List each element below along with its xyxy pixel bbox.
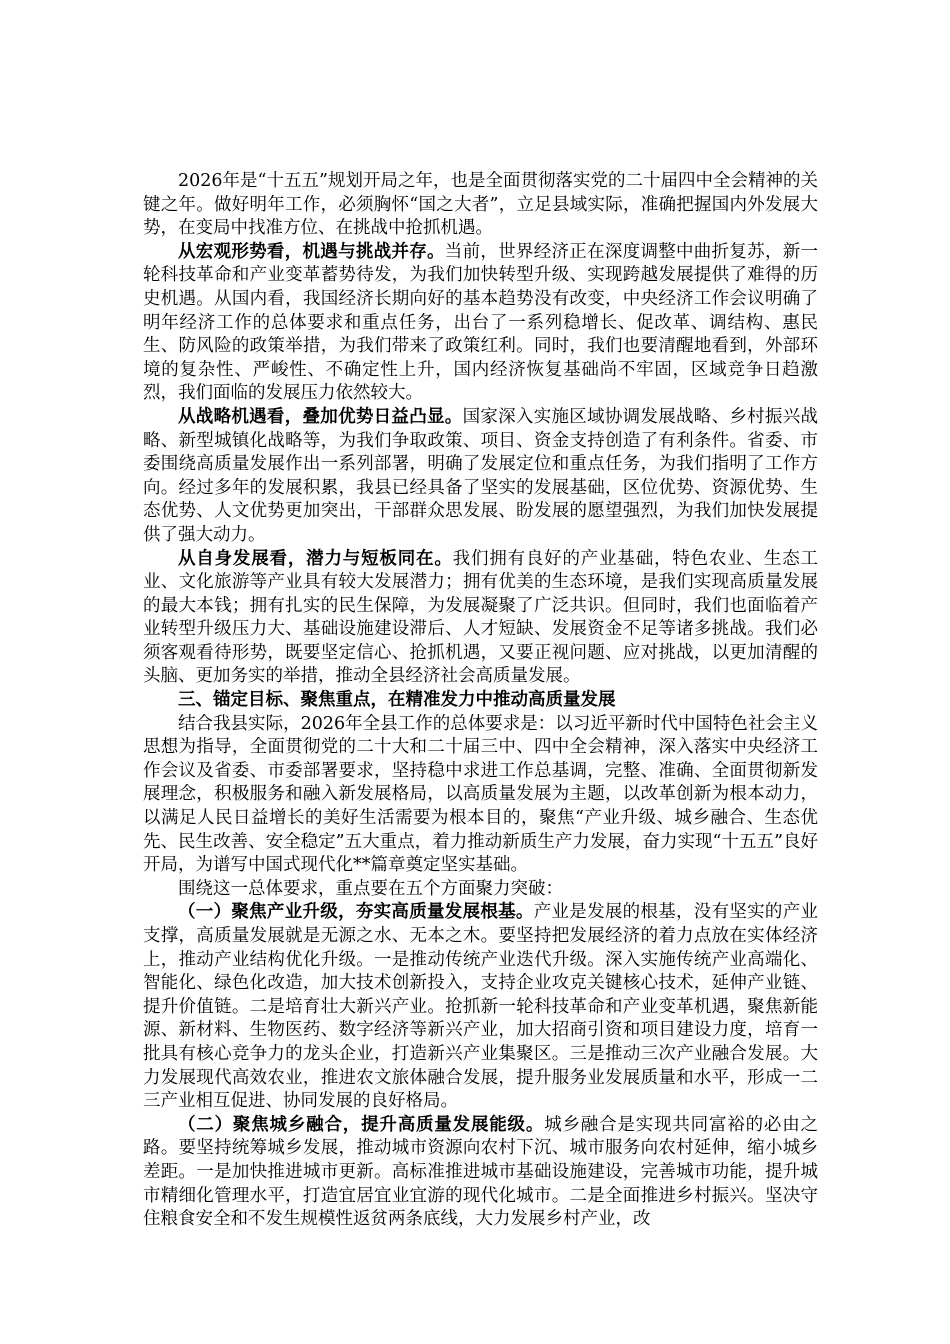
section-heading-text: 三、锚定目标、聚焦重点，在精准发力中推动高质量发展	[178, 690, 616, 711]
industry-upgrade-paragraph	[143, 901, 818, 1113]
intro-paragraph	[143, 170, 818, 241]
paragraph-text: 结合我县实际，2026年全县工作的总体要求是：以习近平新时代中国特色社会主义思想为指导，全面贯彻党的二十大和二十届三中、四中全会精神，深入落实中央经济工作会议及省委、市委部署要求，坚持稳中求进工作总基调，完整、准确、全面贯彻新发展理念，积极服务和融入新发展格局，以高质量发展为主题，以改革创新为根本动力，以满足人民日益增长的美好生活需要为根本目的，聚焦“产业升级、城乡融合、生态优先、民生改善、安全稳定”五大重点，着力推动新质生产力发展，奋力实现“十五五”良好开局，为谱写中国式现代化**篇章奠定坚实基础。	[143, 713, 818, 876]
paragraph-lead: （一）聚焦产业升级，夯实高质量发展根基。	[178, 902, 534, 923]
paragraph-text: 当前，世界经济正在深度调整中曲折复苏，新一轮科技革命和产业变革蓄势待发，为我们加快转型升级、实现跨越发展提供了难得的历史机遇。从国内看，我国经济长期向好的基本趋势没有改变，中央经济工作会议明确了明年经济工作的总体要求和重点任务，出台了一系列稳增长、促改革、调结构、惠民生、防风险的政策举措，为我们带来了政策红利。同时，我们也要清醒地看到，外部环境的复杂性、严峻性、不确定性上升，国内经济恢复基础尚不牢固，区域竞争日趋激烈，我们面临的发展压力依然较大。	[143, 241, 819, 404]
self-development-paragraph	[143, 548, 818, 690]
document-page	[143, 170, 818, 1232]
paragraph-lead: （二）聚焦城乡融合，提升高质量发展能级。	[178, 1114, 545, 1135]
overall-requirement-paragraph	[143, 713, 818, 878]
paragraph-text: 围绕这一总体要求，重点要在五个方面聚力突破：	[178, 878, 563, 899]
strategic-opportunity-paragraph	[143, 406, 818, 548]
five-aspects-intro-paragraph	[143, 878, 818, 902]
paragraph-lead: 从自身发展看，潜力与短板同在。	[178, 548, 453, 569]
urban-rural-paragraph	[143, 1114, 818, 1232]
paragraph-text: 国家深入实施区域协调发展战略、乡村振兴战略、新型城镇化战略等，为我们争取政策、项目、资金支持创造了有利条件。省委、市委围绕高质量发展作出一系列部署，明确了发展定位和重点任务，为我们指明了工作方向。经过多年的发展积累，我县已经具备了坚实的发展基础，区位优势、资源优势、生态优势、人文优势更加突出，干部群众思发展、盼发展的愿望强烈，为我们加快发展提供了强大动力。	[143, 406, 819, 545]
section-three-heading	[143, 689, 818, 713]
paragraph-text: 我们拥有良好的产业基础，特色农业、生态工业、文化旅游等产业具有较大发展潜力；拥有优美的生态环境，是我们实现高质量发展的最大本钱；拥有扎实的民生保障，为发展凝聚了广泛共识。但同时，我们也面临着产业转型升级压力大、基础设施建设滞后、人才短缺、发展资金不足等诸多挑战。我们必须客观看待形势，既要坚定信心、抢抓机遇，又要正视问题、应对挑战，以更加清醒的头脑、更加务实的举措，推动全县经济社会高质量发展。	[143, 548, 819, 687]
macro-situation-paragraph	[143, 241, 818, 406]
paragraph-text: 城乡融合是实现共同富裕的必由之路。要坚持统筹城乡发展，推动城市资源向农村下沉、城市服务向农村延伸，缩小城乡差距。一是加快推进城市更新。高标准推进城市基础设施建设，完善城市功能，提升城市精细化管理水平，打造宜居宜业宜游的现代化城市。二是全面推进乡村振兴。坚决守住粮食安全和不发生规模性返贫两条底线，大力发展乡村产业，改	[143, 1114, 819, 1230]
paragraph-lead: 从战略机遇看，叠加优势日益凸显。	[178, 406, 463, 427]
paragraph-lead: 从宏观形势看，机遇与挑战并存。	[178, 241, 445, 262]
paragraph-text: 2026年是“十五五”规划开局之年，也是全面贯彻落实党的二十届四中全会精神的关键之年。做好明年工作，必须胸怀“国之大者”，立足县域实际，准确把握国内外发展大势，在变局中找准方位、在挑战中抢抓机遇。	[143, 171, 818, 239]
paragraph-text: 产业是发展的根基，没有坚实的产业支撑，高质量发展就是无源之水、无本之木。要坚持把发展经济的着力点放在实体经济上，推动产业结构优化升级。一是推动传统产业迭代升级。深入实施传统产业高端化、智能化、绿色化改造，加大技术创新投入，支持企业攻克关键核心技术，延伸产业链、提升价值链。二是培育壮大新兴产业。抢抓新一轮科技革命和产业变革机遇，聚焦新能源、新材料、生物医药、数字经济等新兴产业，加大招商引资和项目建设力度，培育一批具有核心竞争力的龙头企业，打造新兴产业集聚区。三是推动三次产业融合发展。大力发展现代高效农业，推进农文旅体融合发展，提升服务业发展质量和水平，形成一二三产业相互促进、协同发展的良好格局。	[143, 902, 819, 1112]
